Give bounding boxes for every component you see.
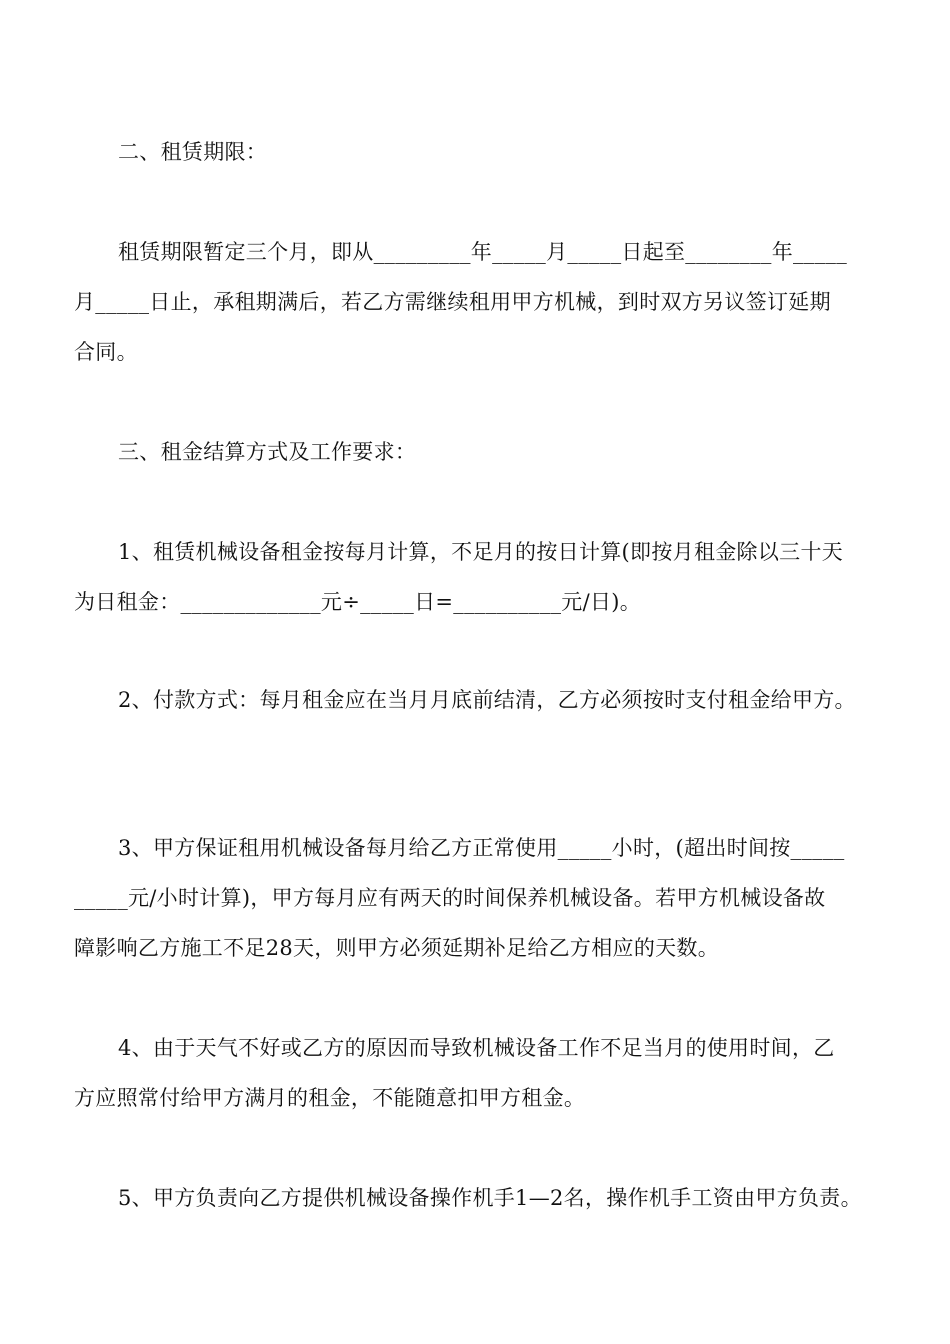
item-1-line-2: 为日租金：_____________元÷_____日=__________元/日)。 xyxy=(74,590,642,614)
item-3-line-3: 障影响乙方施工不足28天，则甲方必须延期补足给乙方相应的天数。 xyxy=(74,936,720,960)
section-2-line-2: 月_____日止，承租期满后，若乙方需继续租用甲方机械，到时双方另议签订延期 xyxy=(74,290,831,314)
item-3-line-2: _____元/小时计算)，甲方每月应有两天的时间保养机械设备。若甲方机械设备故 xyxy=(74,886,826,910)
item-4-line-1: 4、由于天气不好或乙方的原因而导致机械设备工作不足当月的使用时间，乙 xyxy=(118,1036,835,1060)
item-2-line-1: 2、付款方式：每月租金应在当月月底前结清，乙方必须按时支付租金给甲方。 xyxy=(118,688,856,712)
section-2-line-1: 租赁期限暂定三个月，即从_________年_____月_____日起至________年_____ xyxy=(118,240,847,264)
section-2-heading: 二、租赁期限： xyxy=(118,140,268,164)
item-1-line-1: 1、租赁机械设备租金按每月计算，不足月的按日计算(即按月租金除以三十天 xyxy=(118,540,844,564)
item-4-line-2: 方应照常付给甲方满月的租金，不能随意扣甲方租金。 xyxy=(74,1086,586,1110)
item-3-line-1: 3、甲方保证租用机械设备每月给乙方正常使用_____小时，(超出时间按_____ xyxy=(118,836,845,860)
item-5-line-1: 5、甲方负责向乙方提供机械设备操作机手1—2名，操作机手工资由甲方负责。 xyxy=(118,1186,862,1210)
section-3-heading: 三、租金结算方式及工作要求： xyxy=(118,440,417,464)
section-2-line-3: 合同。 xyxy=(74,340,138,364)
